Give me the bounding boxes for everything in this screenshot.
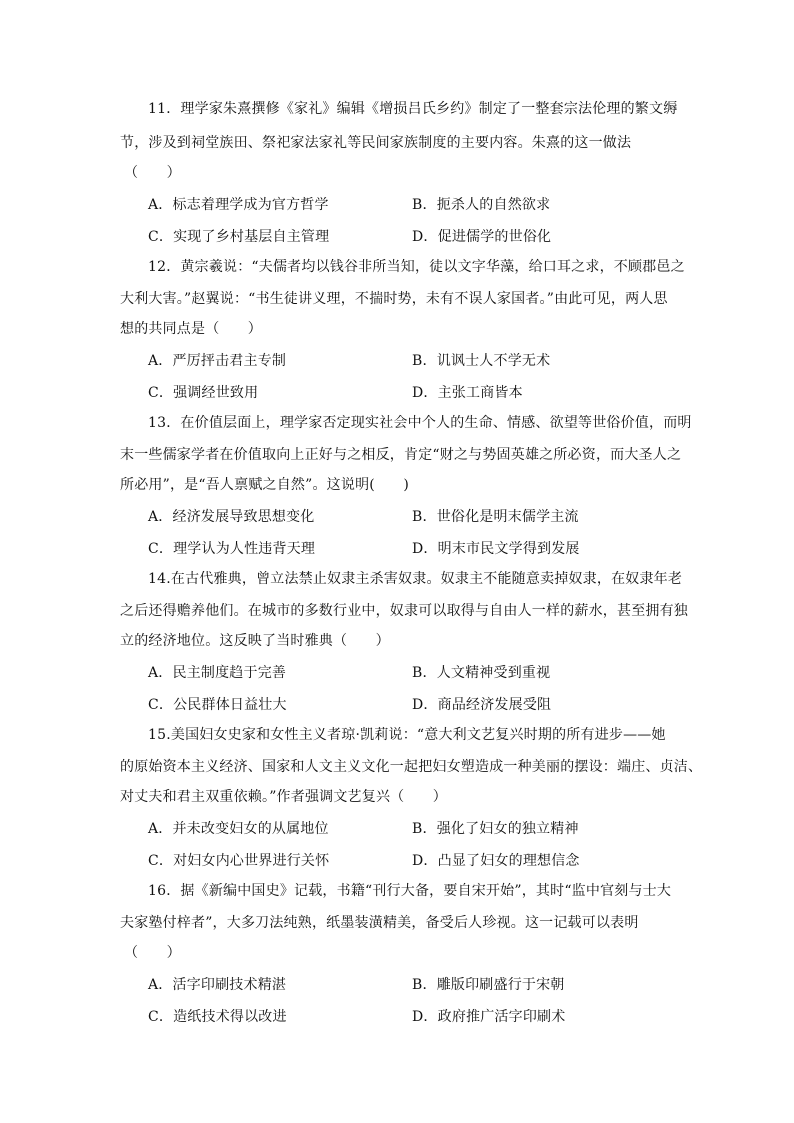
option-d: D．凸显了妇女的理想信念 bbox=[412, 853, 580, 869]
option-c: C．强调经世致用 bbox=[148, 385, 259, 401]
option-b: B．世俗化是明末儒学主流 bbox=[412, 509, 579, 525]
option-c: C．实现了乡村基层自主管理 bbox=[148, 229, 330, 245]
option-c: C．理学认为人性违背天理 bbox=[148, 541, 316, 557]
question-stem-line: 所必用”，是“吾人禀赋之自然”。这说明( ) bbox=[120, 477, 409, 493]
option-a: A．民主制度趋于完善 bbox=[148, 665, 287, 681]
question-stem-line: 12．黄宗羲说：“夫儒者均以钱谷非所当知，徒以文字华藻，给口耳之求，不顾郡邑之 bbox=[148, 259, 685, 275]
option-a: A．并未改变妇女的从属地位 bbox=[148, 821, 329, 837]
option-c: C．公民群体日益壮大 bbox=[148, 697, 287, 713]
question-stem-line: 14.在古代雅典，曾立法禁止奴隶主杀害奴隶。奴隶主不能随意卖掉奴隶，在奴隶年老 bbox=[148, 571, 683, 587]
question-stem-line: 末一些儒家学者在价值取向上正好与之相反，肯定“财之与势固英雄之所必资，而大圣人之 bbox=[120, 447, 682, 463]
option-a: A．经济发展导致思想变化 bbox=[148, 509, 315, 525]
option-b: B．讥讽士人不学无术 bbox=[412, 353, 551, 369]
question-stem-line: 的原始资本主义经济、国家和人文主义文化一起把妇女塑造成一种美丽的摆设：端庄、贞洁、 bbox=[120, 759, 703, 775]
question-stem-line: 15.美国妇女史家和女性主义者琼·凯莉说：“意大利文艺复兴时期的所有进步——她 bbox=[148, 727, 666, 743]
question-stem-line: （ ） bbox=[124, 945, 181, 961]
option-b: B．人文精神受到重视 bbox=[412, 665, 551, 681]
question-stem-line: 对丈夫和君主双重依赖。”作者强调文艺复兴（ ） bbox=[120, 789, 447, 805]
question-stem-line: 13．在价值层面上，理学家否定现实社会中个人的生命、情感、欲望等世俗价值，而明 bbox=[148, 415, 692, 431]
question-stem-line: 想的共同点是（ ） bbox=[120, 321, 262, 337]
option-d: D．商品经济发展受阻 bbox=[412, 697, 552, 713]
question-stem-line: 立的经济地位。这反映了当时雅典（ ） bbox=[120, 633, 390, 649]
option-c: C．对妇女内心世界进行关怀 bbox=[148, 853, 330, 869]
question-stem-line: 之后还得赡养他们。在城市的多数行业中，奴隶可以取得与自由人一样的薪水，甚至拥有独 bbox=[120, 603, 688, 619]
question-stem-line: 节，涉及到祠堂族田、祭祀家法家礼等民间家族制度的主要内容。朱熹的这一做法 bbox=[120, 135, 632, 151]
question-stem-line: 16．据《新编中国史》记载，书籍“刊行大备，要自宋开始”，其时“监中官刻与士大 bbox=[148, 883, 672, 899]
option-a: A．标志着理学成为官方哲学 bbox=[148, 197, 329, 213]
option-d: D．政府推广活字印刷术 bbox=[412, 1009, 566, 1025]
option-a: A．严厉抨击君主专制 bbox=[148, 353, 287, 369]
question-stem-line: （ ） bbox=[124, 165, 181, 181]
option-a: A．活字印刷技术精湛 bbox=[148, 977, 287, 993]
option-b: B．雕版印刷盛行于宋朝 bbox=[412, 977, 565, 993]
question-stem-line: 夫家塾付梓者”，大多刀法纯熟，纸墨装潢精美，备受后人珍视。这一记载可以表明 bbox=[120, 915, 639, 931]
option-d: D．促进儒学的世俗化 bbox=[412, 229, 552, 245]
option-d: D．主张工商皆本 bbox=[412, 385, 523, 401]
option-b: B．强化了妇女的独立精神 bbox=[412, 821, 579, 837]
option-b: B．扼杀人的自然欲求 bbox=[412, 197, 551, 213]
option-c: C．造纸技术得以改进 bbox=[148, 1009, 287, 1025]
option-d: D．明末市民文学得到发展 bbox=[412, 541, 580, 557]
question-stem-line: 11．理学家朱熹撰修《家礼》编辑《增损吕氏乡约》制定了一整套宗法伦理的繁文缛 bbox=[148, 101, 678, 117]
question-stem-line: 大利大害。”赵翼说：“书生徒讲义理，不揣时势，未有不误人家国者。”由此可见，两人思 bbox=[120, 291, 668, 307]
